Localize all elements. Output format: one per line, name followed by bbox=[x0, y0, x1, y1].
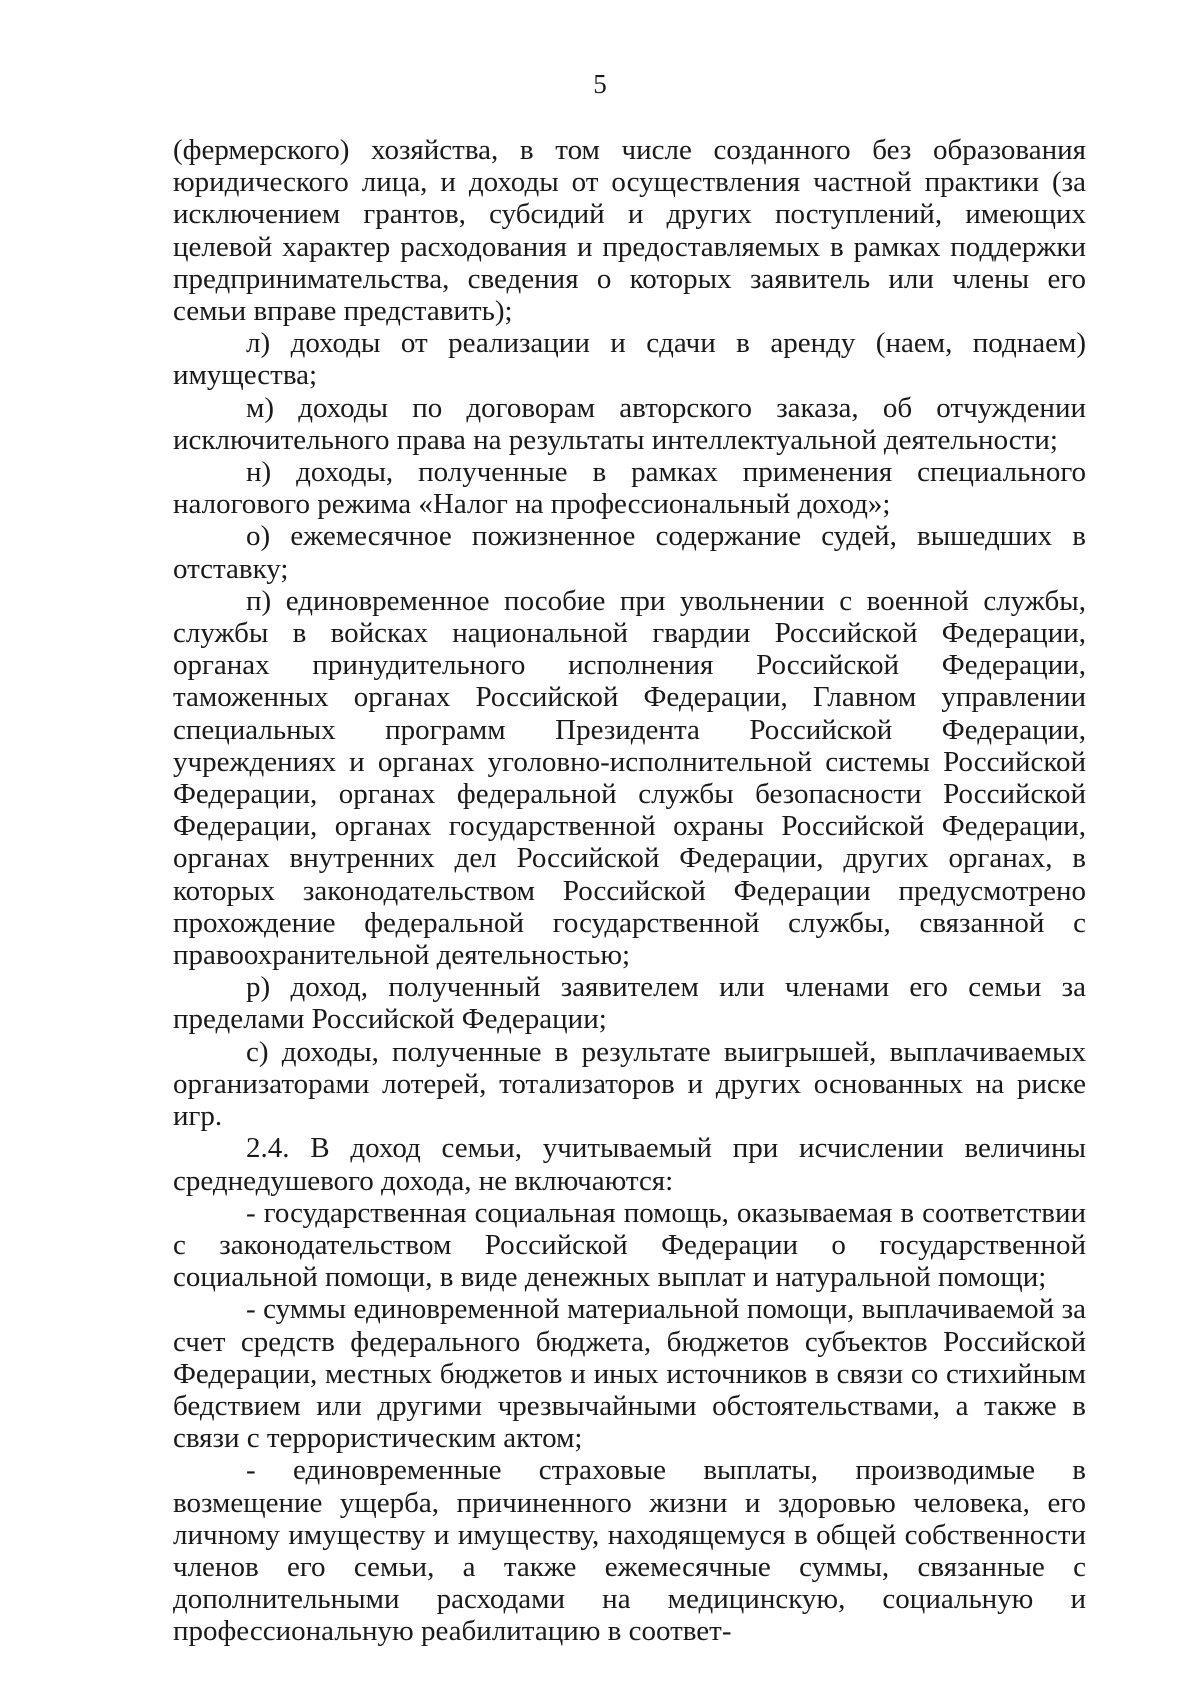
paragraph-dash-3: - единовременные страховые выплаты, производимые в возмещение ущерба, причиненного жизни и здоровью человека, его личному имуществу и имуществу, находящемуся в общей собственности членов его семьи, а также ежемесячные суммы, связанные с дополнительными расходами на медицинскую, социальную и профессиональную реабилитацию в соответ- bbox=[173, 1454, 1086, 1648]
paragraph-dash-2: - суммы единовременной материальной помощи, выплачиваемой за счет средств федерального бюджета, бюджетов субъектов Российской Федерации, местных бюджетов и иных источников в связи со стихийным бедствием или другими чрезвычайными обстоятельствами, а также в связи с террористическим актом; bbox=[173, 1293, 1086, 1455]
paragraph-item-s: с) доходы, полученные в результате выигрышей, выплачиваемых организаторами лотерей, тотализаторов и других основанных на риске игр. bbox=[173, 1035, 1086, 1133]
paragraph-item-o: о) ежемесячное пожизненное содержание судей, вышедших в отставку; bbox=[173, 520, 1086, 585]
paragraph-section-2-4: 2.4. В доход семьи, учитываемый при исчислении величины среднедушевого дохода, не включаются: bbox=[173, 1132, 1086, 1197]
paragraph-item-l: л) доходы от реализации и сдачи в аренду (наем, поднаем) имущества; bbox=[173, 327, 1086, 392]
paragraph-item-p: п) единовременное пособие при увольнении с военной службы, службы в войсках национальной гвардии Российской Федерации, органах принудительного исполнения Российской Федерации, таможенных органах Российской Федерации, Главном управлении специальных программ Президента Российской Федерации, учреждениях и органах уголовно-исполнительной системы Российской Федерации, органах федеральной службы безопасности Российской Федерации, органах государственной охраны Российской Федерации, органах внутренних дел Российской Федерации, других органах, в которых законодательством Российской Федерации предусмотрено прохождение федеральной государственной службы, связанной с правоохранительной деятельностью; bbox=[173, 584, 1086, 972]
paragraph-item-n: н) доходы, полученные в рамках применения специального налогового режима «Налог на профессиональный доход»; bbox=[173, 456, 1086, 521]
paragraph-item-r: р) доход, полученный заявителем или членами его семьи за пределами Российской Федерации; bbox=[173, 971, 1086, 1036]
page-number: 5 bbox=[593, 69, 607, 99]
paragraph-continuation: (фермерского) хозяйства, в том числе созданного без образования юридического лица, и доходы от осуществления частной практики (за исключением грантов, субсидий и других поступлений, имеющих целевой характер расходования и предоставляемых в рамках поддержки предпринимательства, сведения о которых заявитель или члены его семьи вправе представить); bbox=[173, 134, 1086, 328]
paragraph-dash-1: - государственная социальная помощь, оказываемая в соответствии с законодательством Российской Федерации о государственной социальной помощи, в виде денежных выплат и натуральной помощи; bbox=[173, 1196, 1086, 1294]
paragraph-item-m: м) доходы по договорам авторского заказа, об отчуждении исключительного права на результаты интеллектуальной деятельности; bbox=[173, 391, 1086, 456]
document-text bbox=[173, 134, 1086, 1648]
